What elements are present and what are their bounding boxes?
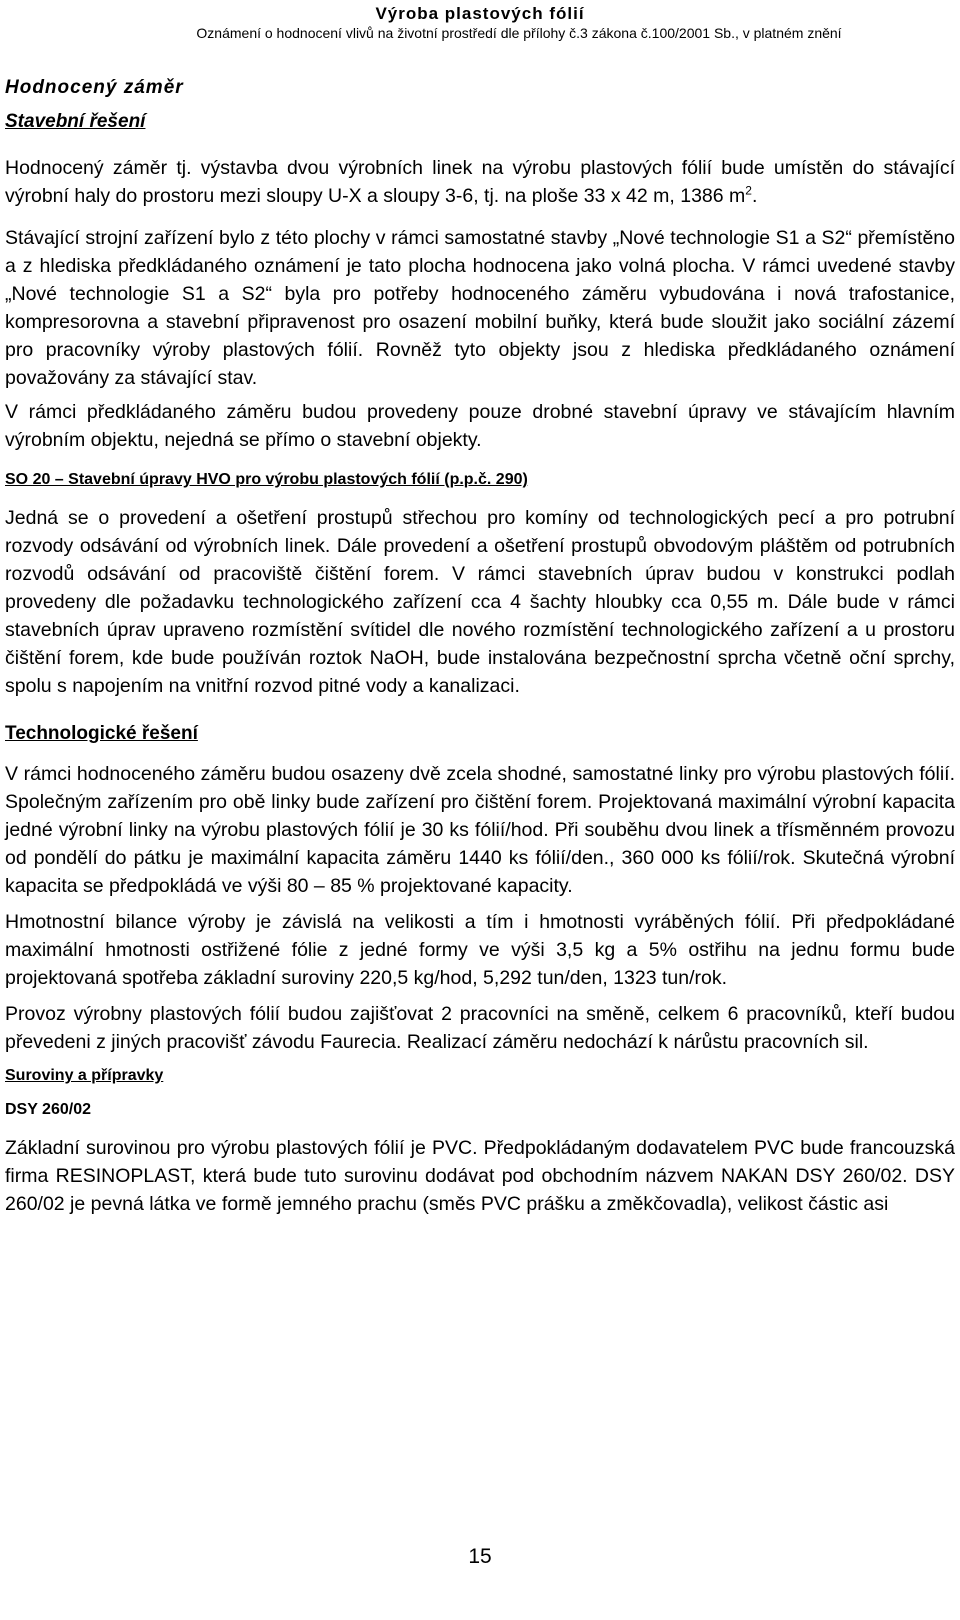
dsy-heading: DSY 260/02 [5,1101,91,1118]
main-heading: Hodnocený záměr [5,77,184,98]
paragraph-mass-balance: Hmotnostní bilance výroby je závislá na velikosti a tím i hmotnosti vyráběných fólií. Při předpokládané maximální hmotnosti ostřižené fólie z jedné formy ve výši 3,5 kg a 5% ostřihu na jednu formu bude projektovaná spotřeba základní suroviny 220,5 kg/hod, 5,292 tun/den, 1323 tun/rok. [5,911,955,989]
document-subtitle: Oznámení o hodnocení vlivů na životní prostředí dle přílohy č.3 zákona č.100/2001 Sb., v platném znění [196,25,842,41]
paragraph-staff: Provoz výrobny plastových fólií budou zajišťovat 2 pracovníci na směně, celkem 6 pracovníků, kteří budou převedeni z jiných pracovišť závodu Faurecia. Realizací záměru nedochází k nárůstu pracovních sil. [5,1003,955,1053]
page-header [0,4,960,42]
paragraph-minor-works: V rámci předkládaného záměru budou provedeny pouze drobné stavební úpravy ve stávajícím hlavním výrobním objektu, nejedná se přímo o stavební objekty. [5,401,955,451]
materials-heading: Suroviny a přípravky [5,1067,164,1084]
paragraph-existing-equipment: Stávající strojní zařízení bylo z této plochy v rámci samostatné stavby „Nové technologie S1 a S2“ přemístěno a z hlediska předkládaného oznámení je tato plocha hodnocena jako volná plocha. V rámci uvedené stavby „Nové technologie S1 a S2“ byla pro potřeby hodnoceného záměru vybudována i nová trafostanice, kompresorovna a stavební připravenost pro osazení mobilní buňky, která bude sloužit jako sociální zázemí pro pracovníky výroby plastových fólií. Rovněž tyto objekty jsou z hlediska předkládaného oznámení považovány za stávající stav. [5,227,955,389]
page-number: 15 [468,1545,492,1568]
paragraph-lines: V rámci hodnoceného záměru budou osazeny dvě zcela shodné, samostatné linky pro výrobu plastových fólií. Společným zařízením pro obě linky bude zařízení pro čištění forem. Projektovaná maximální výrobní kapacita jedné výrobní linky na výrobu plastových fólií je 30 ks fólií/hod. Při souběhu dvou linek a třísměnném provozu od pondělí do pátku je maximální kapacita záměru 1440 ks fólií/den., 360 000 ks fólií/rok. Skutečná výrobní kapacita se předpokládá ve výši 80 – 85 % projektované kapacity. [5,763,955,897]
so20-heading: SO 20 – Stavební úpravy HVO pro výrobu plastových fólií (p.p.č. 290) [5,471,528,488]
paragraph-area: Hodnocený záměr tj. výstavba dvou výrobních linek na výrobu plastových fólií bude umístěn do stávající výrobní haly do prostoru mezi sloupy U-X a sloupy 3-6, tj. na ploše 33 x 42 m, 1386 $m^2$. [5,157,955,207]
document-title: Výroba plastových fólií [375,4,585,23]
paragraph-so20: Jedná se o provedení a ošetření prostupů střechou pro komíny od technologických pecí a pro potrubní rozvody odsávání od výrobních linek. Dále provedení a ošetření prostupů obvodovým pláštěm od potrubních rozvodů odsávání od pracoviště čištění forem. V rámci stavebních úprav budou v konstrukci podlah provedeny dle požadavku technologického zařízení cca 4 šachty hloubky cca 0,55 m. Dále bude v rámci stavebních úprav upraveno rozmístění svítidel dle nového rozmístění technologického zařízení a u prostoru čištění forem, kde bude používán roztok NaOH, bude instalována bezpečnostní sprcha včetně oční sprchy, spolu s napojením na vnitřní rozvod pitné vody a kanalizaci. [5,507,955,697]
superscript: 2 [745,183,752,198]
page-content [5,76,955,1218]
construction-heading: Stavební řešení [5,111,146,132]
paragraph-pvc: Základní surovinou pro výrobu plastových fólií je PVC. Předpokládaným dodavatelem PVC bude francouzská firma RESINOPLAST, která bude tuto surovinu dodávat pod obchodním názvem NAKAN DSY 260/02. DSY 260/02 je pevná látka ve formě jemného prachu (směs PVC prášku a změkčovadla), velikost částic asi [5,1137,955,1215]
technology-heading: Technologické řešení [5,723,198,744]
